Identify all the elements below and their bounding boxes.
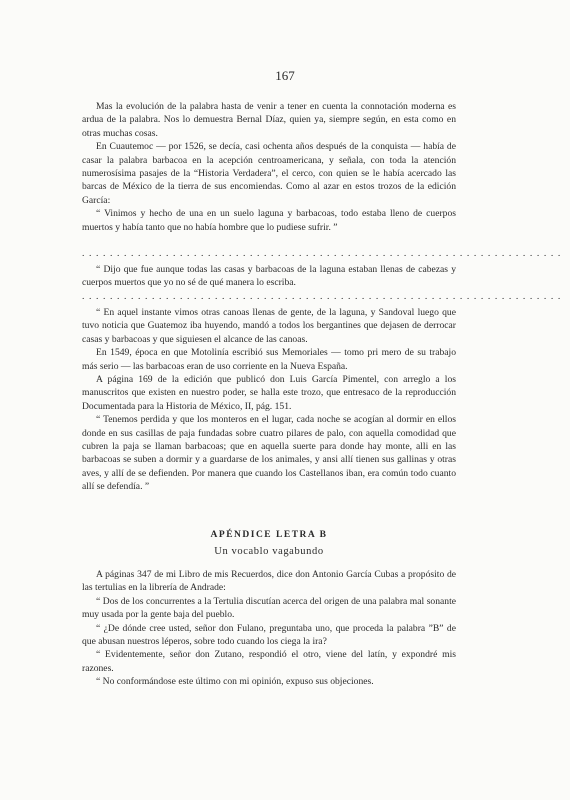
page-number: 167 [275,68,295,83]
ellipsis-divider: ..................................................................... [82,248,565,259]
paragraph: “ Dijo que fue aunque todas las casas y barbacoas de la laguna estaban llenas de cabezas y cuerpos muertos que yo no sé de qué manera lo escriba. [82,264,456,289]
appendix-heading [82,530,456,540]
text-block-3 [82,306,456,494]
paragraph: “ Evidentemente, señor don Zutano, respondió el otro, viene del latín, y expondré mis razones. [82,649,456,674]
appendix-title: APÉNDICE LETRA B [210,530,328,540]
paragraph: “ En aquel instante vimos otras canoas llenas de gente, de la laguna, y Sandoval luego que tuvo noticia que Guatemoz iba huyendo, mandó a todos los bergantines que dejasen de derrocar casas y barbacoas y que siguiesen el alcance de las canoas. [82,307,456,345]
paragraph: “ Vinimos y hecho de una en un suelo laguna y barbacoas, todo estaba lleno de cuerpos muertos y había tanto que no había hombre que lo pudiese sufrir. ” [82,208,456,233]
paragraph: A páginas 347 de mi Libro de mis Recuerdos, dice don Antonio García Cubas a propósito de las tertulias en la librería de Andrade: [82,569,456,594]
text-block-2 [82,263,456,290]
paragraph: “ ¿De dónde cree usted, señor don Fulano, preguntaba uno, que proceda la palabra ”B” de que abusan nuestros léperos, sobre todo cuando los ciega la ira? [82,622,456,648]
text-block-4 [82,568,456,689]
ellipsis-divider: ..................................................................... [82,291,565,302]
paragraph: Mas la evolución de la palabra hasta de venir a tener en cuenta la connotación moderna es ardua de la palabra. Nos lo demuestra Bernal Díaz, quien ya, siempre según, en esta como en otras muchas cosas. [82,101,456,139]
paragraph: En Cuautemoc — por 1526, se decía, casi ochenta años después de la conquista — había de casar la palabra barbacoa en la acepción centroamericana, y señala, con toda la atención numerosísima pasajes de la “Historia Verdadera”, el cerco, con quien se le había acercado las barcas de México de la tierra de sus encomiendas. Como al azar en estos trozos de la edición García: [82,141,456,206]
paragraph: “ No conformándose este último con mi opinión, expuso sus objeciones. [96,676,374,688]
paragraph: “ Tenemos perdida y que los monteros en el lugar, cada noche se acogían al dormir en ellos donde en sus casillas de paja fundadas sobre cuatro pilares de palo, con aquella comodidad que cubren la paja se llaman barbacoas; que en aquella suerte para donde hay monte, alli en las barbacoas se suben a dormir y a guardarse de los animales, y ansi allí tienen sus gallinas y otras aves, y allí de se defienden. Por manera que cuando los Castellanos iban, era común todo cuanto allí se defendía. ” [82,414,456,493]
appendix-subtitle: Un vocablo vagabundo [214,546,324,557]
paragraph: A página 169 de la edición que publicó don Luis García Pimentel, con arreglo a los manuscritos que existen en nuestro poder, se halla este trozo, que entresaco de la reproducción Documentada para la Historia de México, II, pág. 151. [82,374,456,412]
paragraph: “ Dos de los concurrentes a la Tertulia discutían acerca del origen de una palabra mal sonante muy usada por la gente baja del pueblo. [82,595,456,621]
appendix-subheading [82,546,456,557]
paragraph: En 1549, época en que Motolinía escribió sus Memoriales — tomo pri mero de su trabajo más serio — las barbacoas eran de uso corriente en la Nueva España. [82,347,456,372]
text-block-1 [82,100,456,234]
